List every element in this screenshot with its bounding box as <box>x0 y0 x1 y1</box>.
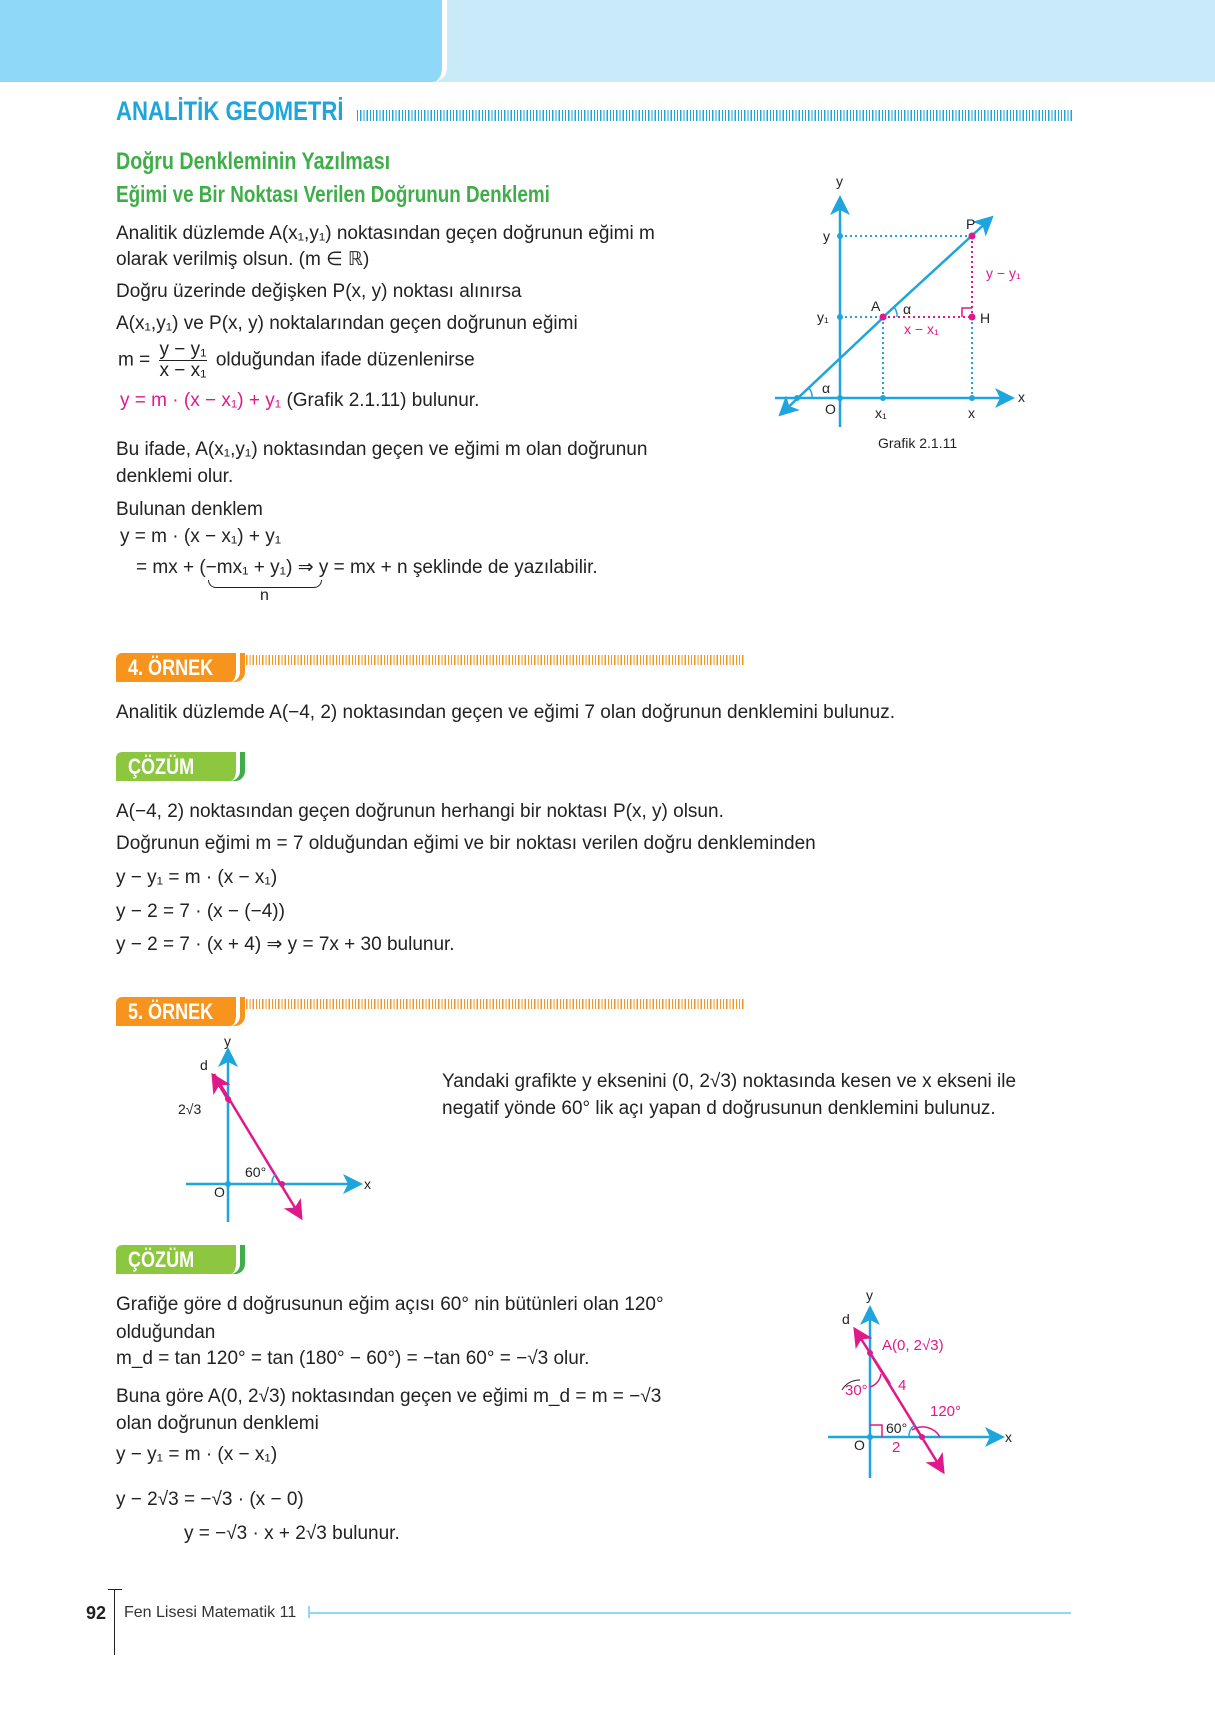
solution-line: m_d = tan 120° = tan (180° − 60°) = −tan 60° = −√3 olur. <box>116 1348 590 1369</box>
expand-brace-term: (−mx₁ + y₁) <box>199 557 293 578</box>
page-number: 92 <box>86 1603 107 1623</box>
graph-x-label: x <box>364 1176 371 1192</box>
solution-badge: ÇÖZÜM <box>116 1245 240 1274</box>
graph1-caption: Grafik 2.1.11 <box>878 435 958 451</box>
line-d-label: d <box>842 1311 850 1327</box>
alpha-label: α <box>822 380 831 396</box>
solution-badge: ÇÖZÜM <box>116 752 240 781</box>
expand-post: ⇒ y = mx + n şeklinde de yazılabilir. <box>297 557 598 578</box>
solution-line: Grafiğe göre d doğrusunun eğim açısı 60° nin bütünleri olan 120° <box>116 1294 664 1315</box>
example-4-question: Analitik düzlemde A(−4, 2) noktasından geçen ve eğimi 7 olan doğrunun denklemini bulunuz. <box>116 702 895 723</box>
text-line: olarak verilmiş olsun. (m ∈ ℝ) <box>116 249 370 270</box>
solution-line: A(−4, 2) noktasından geçen doğrunun herhangi bir noktası P(x, y) olsun. <box>116 801 724 822</box>
example-5-badge: 5. ÖRNEK <box>116 997 240 1026</box>
example-stripe <box>243 655 745 665</box>
section-title: Doğru Denkleminin Yazılması <box>116 148 391 175</box>
expand-pre: = mx + <box>136 557 195 578</box>
point-h-label: H <box>980 310 991 326</box>
point-a-label: A(0, 2√3) <box>882 1337 944 1354</box>
solution-line: Doğrunun eğimi m = 7 olduğundan eğimi ve bir noktası verilen doğru denkleminden <box>116 833 816 854</box>
solution-line: Buna göre A(0, 2√3) noktasından geçen ve eğimi m_d = m = −√3 <box>116 1386 662 1407</box>
solution-line: y − 2 = 7 · (x + 4) ⇒ y = 7x + 30 bulunur. <box>116 934 455 955</box>
graph1-x-axis-label: x <box>1018 389 1025 405</box>
text-line: Doğru üzerinde değişken P(x, y) noktası alınırsa <box>116 281 522 302</box>
graph-y-label: y <box>866 1287 873 1303</box>
dy-label: y − y₁ <box>986 265 1021 281</box>
text-line: A(x₁,y₁) ve P(x, y) noktalarından geçen doğrunun eğimi <box>116 313 578 334</box>
angle-30-label: 30° <box>845 1382 868 1399</box>
text-line: Bu ifade, A(x₁,y₁) noktasından geçen ve eğimi m olan doğrunun <box>116 439 648 460</box>
graph1-y1-label: y₁ <box>817 309 829 325</box>
example-5-graph <box>0 1000 420 1240</box>
example-5-question: negatif yönde 60° lik açı yapan d doğrusunun denklemini bulunuz. <box>442 1098 996 1119</box>
angle-60-label: 60° <box>886 1420 908 1436</box>
text-line: y = m · (x − x₁) + y₁ <box>120 526 282 547</box>
solution-line: olan doğrunun denklemi <box>116 1413 319 1434</box>
formula-ref: (Grafik 2.1.11) bulunur. <box>286 390 480 411</box>
slope-lhs: m = <box>118 349 151 371</box>
solution-line: olduğundan <box>116 1322 216 1343</box>
text-line: denklemi olur. <box>116 466 234 487</box>
point-a-label: A <box>871 298 881 314</box>
graph1-y-label: y <box>823 228 830 244</box>
brace-label: n <box>260 587 269 604</box>
intercept-label: 2√3 <box>178 1101 202 1117</box>
dx-label: x − x₁ <box>904 321 939 337</box>
graph1-origin: O <box>825 401 836 417</box>
example-4-badge: 4. ÖRNEK <box>116 653 240 682</box>
denominator: x − x₁ <box>159 360 207 381</box>
graph-x-label: x <box>1005 1429 1012 1445</box>
graph1-y-axis-label: y <box>836 173 843 189</box>
example-5-question: Yandaki grafikte y eksenini (0, 2√3) noktasında kesen ve x ekseni ile <box>442 1071 1017 1092</box>
solution-graph <box>800 1280 1040 1490</box>
alpha-label: α <box>903 301 912 317</box>
graph1-x1-label: x₁ <box>875 405 887 421</box>
angle-label: 60° <box>245 1164 267 1180</box>
chapter-title: ANALİTİK GEOMETRİ <box>116 96 344 126</box>
graph-origin: O <box>214 1184 225 1200</box>
solution-line: y = −√3 · x + 2√3 bulunur. <box>184 1523 400 1544</box>
graph1-x-label: x <box>968 405 975 421</box>
text-line: Bulunan denklem <box>116 499 263 520</box>
footer-rule <box>308 1612 1071 1614</box>
base-label: 2 <box>892 1439 901 1456</box>
footer-divider-cap <box>108 1589 122 1590</box>
solution-line: y − 2√3 = −√3 · (x − 0) <box>116 1489 304 1510</box>
text-line: Analitik düzlemde A(x₁,y₁) noktasından geçen doğrunun eğimi m <box>116 223 655 244</box>
formula: y = m · (x − x₁) + y₁ <box>120 390 282 411</box>
solution-line: y − 2 = 7 · (x − (−4)) <box>116 901 285 922</box>
solution-line: y − y₁ = m · (x − x₁) <box>116 1444 278 1465</box>
numerator: y − y₁ <box>159 339 207 360</box>
footer-divider <box>114 1589 115 1655</box>
point-p-label: P <box>966 216 976 232</box>
graph-y-label: y <box>224 1033 231 1049</box>
graph-origin: O <box>854 1437 865 1453</box>
solution-line: y − y₁ = m · (x − x₁) <box>116 867 278 888</box>
book-title: Fen Lisesi Matematik 11 <box>124 1604 297 1621</box>
slope-rest: olduğundan ifade düzenlenirse <box>215 349 475 371</box>
hypotenuse-label: 4 <box>898 1377 907 1394</box>
angle-120-label: 120° <box>930 1403 962 1420</box>
line-d-label: d <box>200 1057 208 1073</box>
graph-2-1-11 <box>0 0 1215 500</box>
expanded-formula <box>136 557 598 579</box>
section-subtitle: Eğimi ve Bir Noktası Verilen Doğrunun Denklemi <box>116 181 550 207</box>
